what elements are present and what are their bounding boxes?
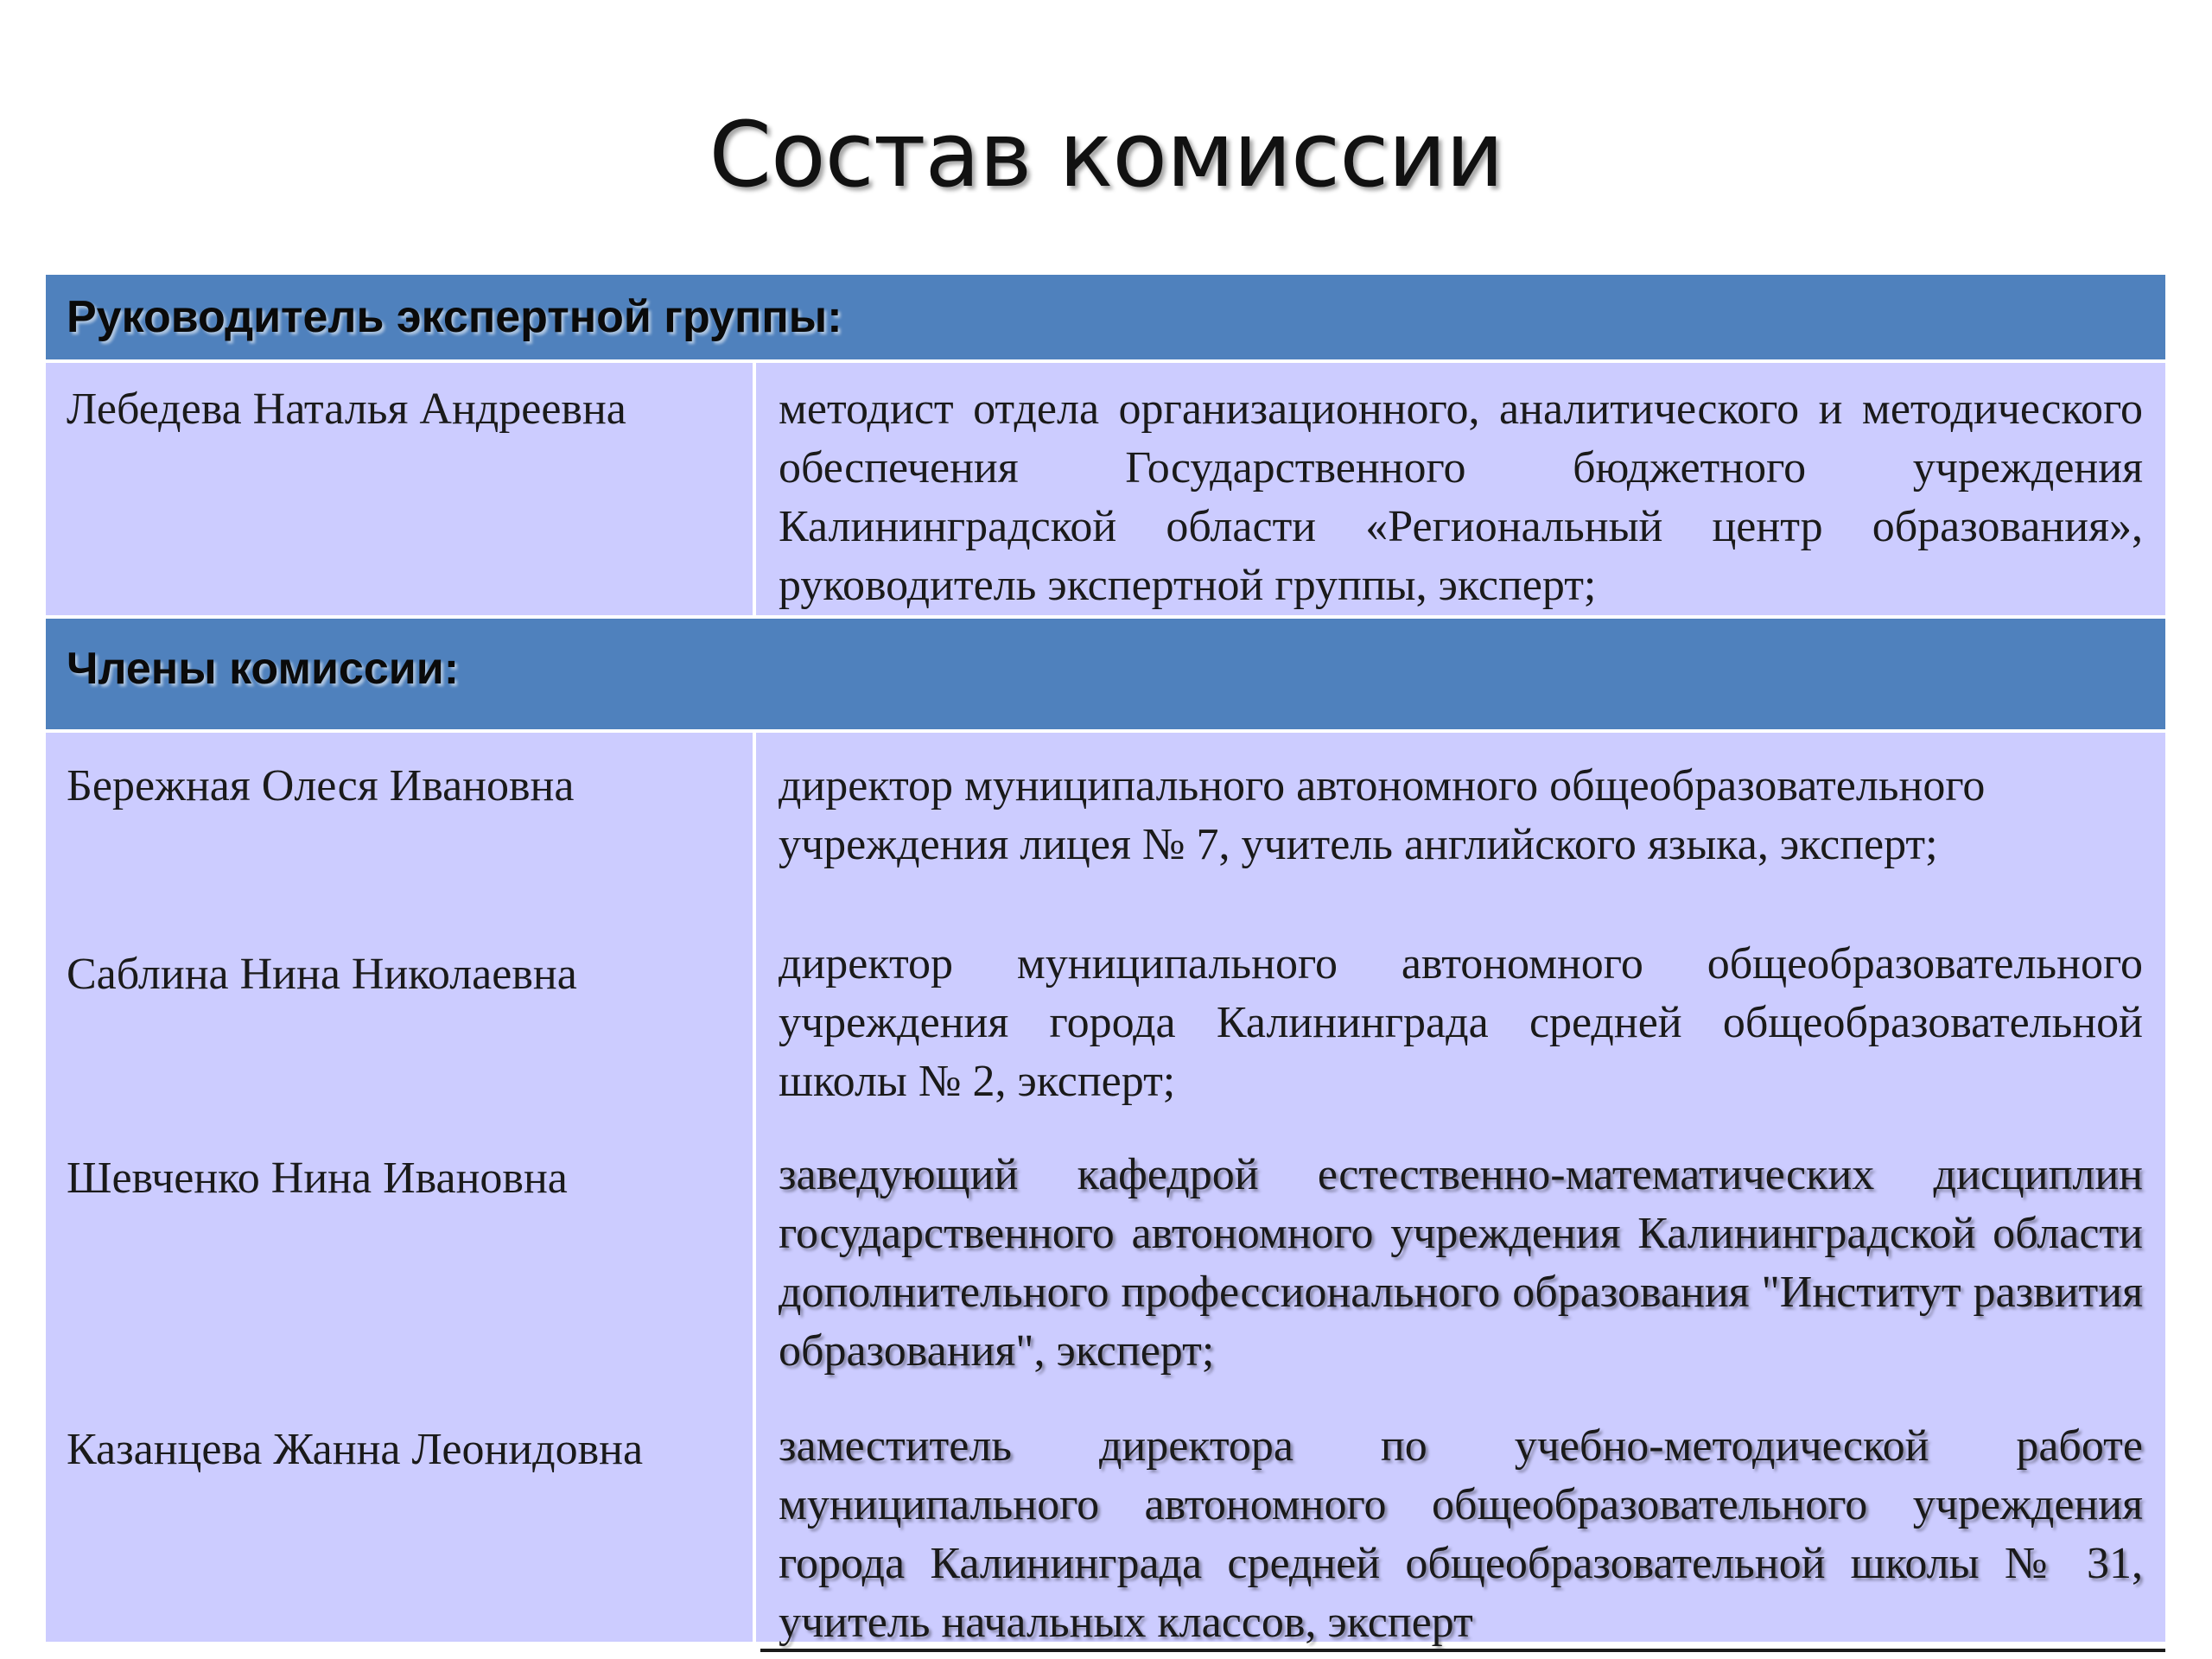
member-name: Шевченко Нина Ивановна — [67, 1154, 568, 1203]
page-title: Состав комиссии — [709, 102, 1503, 207]
member-name: Казанцева Жанна Леонидовна — [67, 1425, 644, 1474]
member-name: Саблина Нина Николаевна — [67, 950, 577, 999]
table-row-head — [46, 363, 2165, 615]
commission-table — [46, 275, 2165, 1647]
section-header-members: Члены комиссии: — [46, 619, 2165, 729]
member-description: директор муниципального автономного общеобразовательного учреждения лицея № 7, учитель английского языка, эксперт; — [779, 761, 1986, 869]
member-description: заместитель директора по учебно-методической работе муниципального автономного общеобразовательного учреждения города Калининграда средней общеобразовательной школы № 31, учитель начальных классов, эксперт — [779, 1421, 2143, 1647]
members-descriptions-column — [756, 733, 2165, 1647]
member-description: методист отдела организационного, аналитического и методического обеспечения Государственного бюджетного учреждения Калининградской области «Региональный центр образования», руководитель экспертной группы, эксперт; — [779, 385, 2143, 610]
bottom-border-line — [760, 1649, 2165, 1652]
member-name: Лебедева Наталья Андреевна — [46, 363, 756, 615]
members-names-column — [46, 733, 756, 1642]
section-header-head: Руководитель экспертной группы: — [46, 275, 2165, 359]
member-description: директор муниципального автономного общеобразовательного учреждения города Калининграда средней общеобразовательной школы № 2, эксперт; — [779, 939, 2143, 1106]
member-description: заведующий кафедрой естественно-математических дисциплин государственного автономного учреждения Калининградской области дополнительного профессионального образования "Институт развития образования", эксперт; — [779, 1150, 2143, 1376]
member-name: Бережная Олеся Ивановна — [67, 761, 575, 810]
members-block — [46, 733, 2165, 1647]
